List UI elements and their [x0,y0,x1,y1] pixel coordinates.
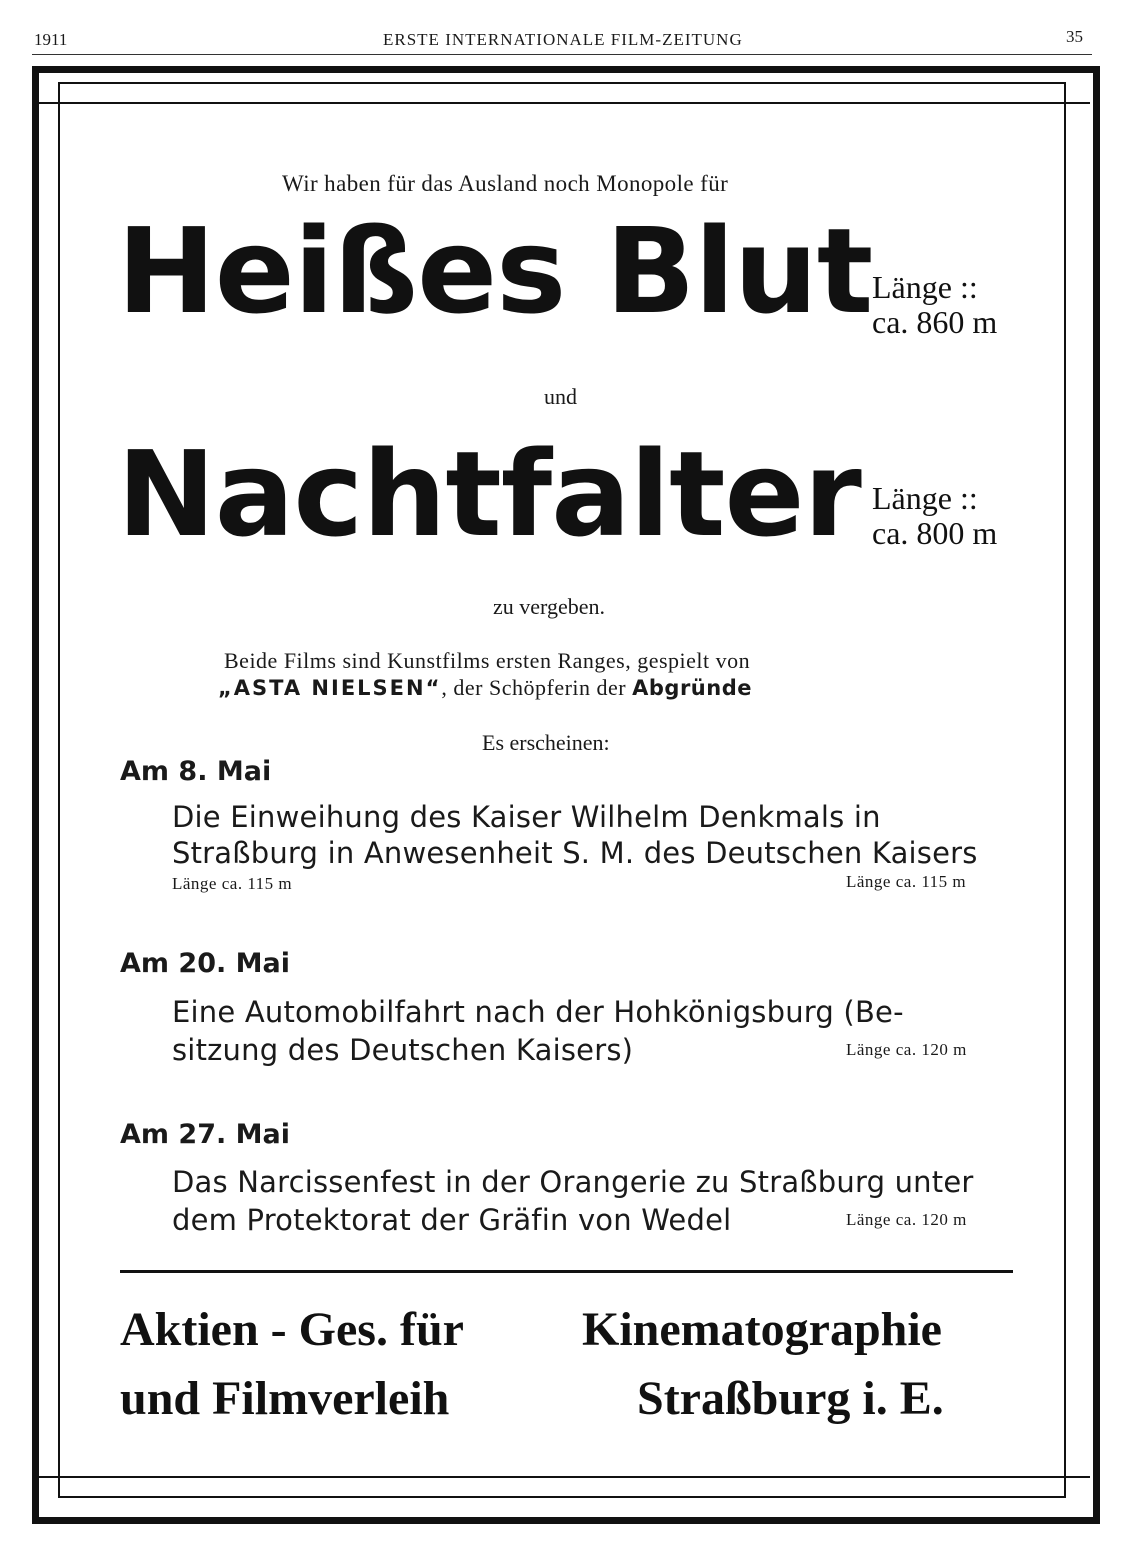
ad-intro: Wir haben für das Ausland noch Monopole für [282,171,729,196]
event-line: Eine Automobilfahrt nach der Hohkönigsburg (Be- [172,995,904,1029]
conjunction: und [544,384,577,409]
film-title-nachtfalter: Nachtfalter [117,425,861,563]
description-line2 [218,675,752,701]
description-mid: , der Schöpferin der [441,675,627,700]
es-erscheinen: Es erscheinen: [482,730,610,755]
divider-rule [120,1270,1013,1273]
actress-name: „ASTA NIELSEN“ [218,676,442,700]
film1-length-label: Länge :: [872,269,978,305]
event-length: Länge ca. 115 m [846,872,967,891]
header-year: 1911 [34,30,68,49]
event-date: Am 20. Mai [120,948,291,979]
film2-length-value: ca. 800 m [872,515,998,551]
company-line1-right: Kinematographie [582,1303,942,1356]
film-title-heisses-blut: Heißes Blut [117,202,873,340]
event-length: Länge ca. 120 m [846,1210,967,1229]
event-date: Am 27. Mai [120,1119,291,1150]
header-rule [32,54,1092,55]
header-title: ERSTE INTERNATIONALE FILM-ZEITUNG [383,30,743,49]
event-line: Das Narcissenfest in der Orangerie zu Straßburg unter [172,1165,974,1199]
film2-length [872,481,997,551]
zu-vergeben: zu vergeben. [493,594,605,619]
company-line2-right: Straßburg i. E. [637,1372,944,1425]
film2-length-label: Länge :: [872,480,978,516]
event-date: Am 8. Mai [120,756,272,787]
event-length: Länge ca. 115 m [172,874,293,893]
event-line: Straßburg in Anwesenheit S. M. des Deutschen Kaisers [172,836,978,870]
description-line1: Beide Films sind Kunstfilms ersten Ranges, gespielt von [224,648,751,673]
event-line: Die Einweihung des Kaiser Wilhelm Denkmals in [172,800,881,834]
film1-length-value: ca. 860 m [872,304,998,340]
event-line: sitzung des Deutschen Kaisers) [172,1033,634,1067]
event-length: Länge ca. 120 m [846,1040,967,1059]
film-abgruende: Abgründe [632,676,752,700]
page-number: 35 [1066,27,1083,46]
film1-length [872,270,997,340]
event-line: dem Protektorat der Gräfin von Wedel [172,1203,732,1237]
company-line2-left: und Filmverleih [120,1372,450,1425]
company-line1-left: Aktien - Ges. für [120,1303,464,1356]
